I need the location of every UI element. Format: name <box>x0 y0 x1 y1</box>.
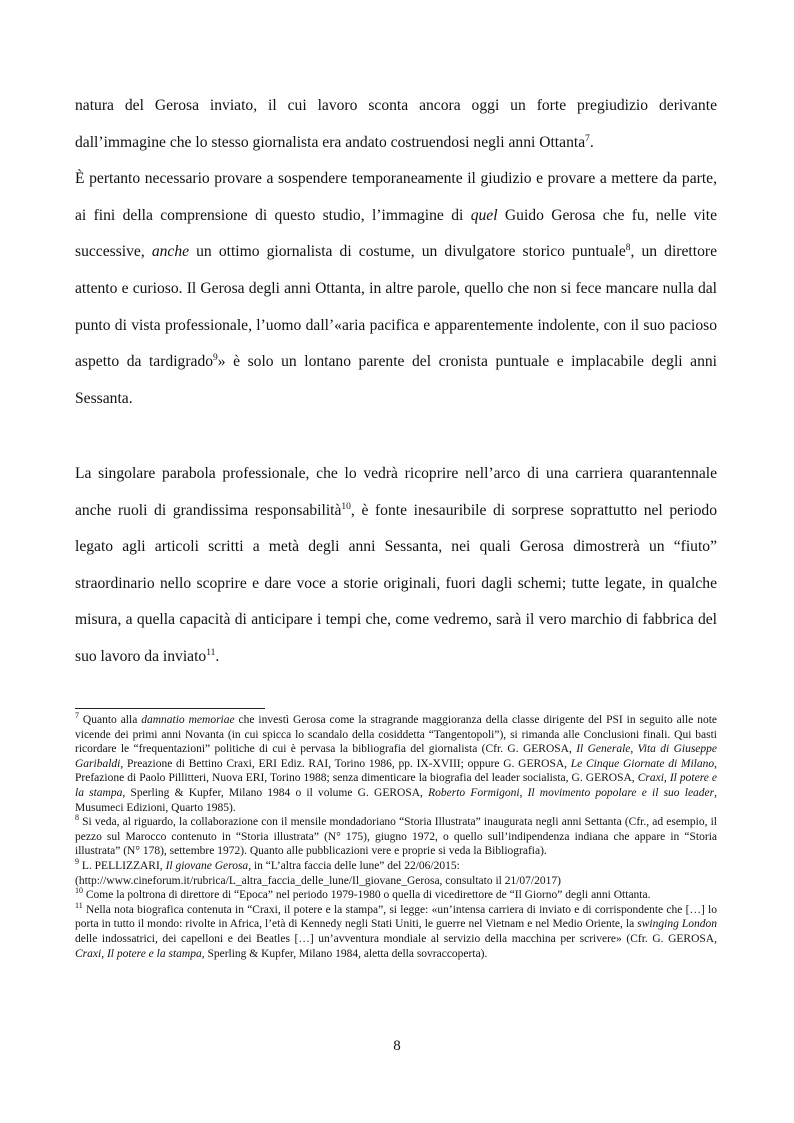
text-run: . <box>589 133 594 151</box>
text-run: che investì Gerosa come la stragrande maggioranza della classe dirigente del PSI in seguito alle note vicende dei primi anni Novanta (in cui spicca lo scandalo della cosiddetta “Tangentopoli”), si rimanda alle Conclusioni finali. Qui basti ricordare le “frequentazioni” politiche di cui è pervasa la bibliografia del giornalista (Cfr. G. GEROSA, <box>75 714 718 756</box>
italic-text: Craxi, Il potere e la stampa <box>75 947 202 960</box>
text-run: natura del Gerosa inviato, il cui lavoro sconta ancora oggi un forte pregiudizio derivante dall’immagine che lo stesso giornalista era andato costruendosi negli anni Ottanta <box>75 97 717 151</box>
footnote-ref-7[interactable]: 7 <box>585 133 590 144</box>
italic-text: Il giovane Gerosa <box>165 859 249 872</box>
footnote-ref-9[interactable]: 9 <box>213 352 218 363</box>
italic-text: Roberto Formigoni, Il movimento popolare e il suo leader <box>428 786 715 799</box>
text-run: , è fonte inesauribile di sorprese soprattutto nel periodo legato agli articoli scritti a metà degli anni Sessanta, nei quali Gerosa dimostrerà un “fiuto” straordinario nello scoprire e dare voce a storie originali, fuori dagli schemi; tutte legate, in qualche misura, a quella capacità di anticipare i tempi che, come vedremo, sarà il vero marchio di fabbrica del suo lavoro da inviato <box>75 501 718 665</box>
footnote-ref-11[interactable]: 11 <box>206 647 216 658</box>
paragraph-2 <box>75 161 717 417</box>
body-text <box>75 88 717 417</box>
text-run: Si veda, al riguardo, la collaborazione con il mensile mondadoriano “Storia Illustrata” inaugurata negli anni Settanta (Cfr., ad esempio, il pezzo sul Marocco contenuto in “Storia illustrata” (N° 175), giugno 1972, o quello sull’indipendenza indiana che appare in “Storia illustrata” (N° 178), settembre 1972). Quanto alle pubblicazioni vere e proprie si veda la Bibliografia). <box>75 816 717 858</box>
footnote-ref-8[interactable]: 8 <box>625 243 631 254</box>
text-run: » è solo un lontano parente del cronista puntuale e implacabile degli anni Sessanta. <box>75 353 717 407</box>
footnote-10 <box>75 888 717 903</box>
text-run: Nella nota biografica contenuta in “Craxi, il potere e la stampa”, si legge: «un’intensa carriera di inviato e di corrispondente che […] lo porta in tutto il mondo: rivolte in Africa, l’età di Kennedy negli Stati Uniti, le guerre nel Vietnam e nel Medio Oriente, la <box>75 903 717 931</box>
paragraph-1 <box>75 88 717 161</box>
text-run: È pertanto necessario provare a sospendere temporaneamente il giudizio e provare a mettere da parte, ai fini della comprensione di questo studio, l’immagine di <box>75 170 717 224</box>
text-run: L. PELLIZZARI, <box>79 859 166 872</box>
italic-text: damnatio memoriae <box>141 714 235 726</box>
text-run: , Prefazione di Paolo Pillitteri, Nuova ERI, Torino 1988; senza dimenticare la biografia del leader socialista, G. GEROSA, <box>75 757 717 785</box>
footnote-11 <box>75 900 717 961</box>
text-run: La singolare parabola professionale, che lo vedrà ricoprire nell’arco di una carriera quarantennale anche ruoli di grandissima responsabilità <box>75 465 717 519</box>
body-text-section-2 <box>75 456 717 676</box>
footnote-number: 8 <box>75 813 79 823</box>
italic-text: Craxi, Il potere e la stampa <box>75 772 717 799</box>
footnote-separator <box>75 708 265 709</box>
italic-text: swinging London <box>637 918 717 931</box>
footnote-number: 10 <box>75 886 83 896</box>
footnote-8 <box>75 815 717 859</box>
italic-text: quel <box>470 206 498 224</box>
text-run: , Sperling & Kupfer, Milano 1984, aletta della sovraccoperta). <box>201 947 488 960</box>
text-run: . <box>215 647 220 665</box>
footnote-number: 9 <box>75 857 79 867</box>
footnote-9 <box>75 859 717 888</box>
text-run: Come la poltrona di direttore di “Epoca” nel periodo 1979-1980 o quella di vicedirettore de “Il Giorno” degli anni Ottanta. <box>83 889 651 902</box>
footnotes <box>75 713 717 961</box>
footnote-ref-10[interactable]: 10 <box>341 501 351 512</box>
source-link[interactable]: (http://www.cineforum.it/rubrica/L_altra_faccia_delle_lune/Il_giovane_Gerosa, consultato il 21/07/2017) <box>75 874 561 887</box>
footnote-number: 11 <box>75 900 83 910</box>
italic-text: Il Generale, Vita di Giuseppe Garibaldi <box>75 743 717 770</box>
italic-text: anche <box>151 243 190 261</box>
text-run: , Musumeci Edizioni, Quarto 1985). <box>75 786 717 814</box>
text-run: , in “L’altra faccia delle lune” del 22/06/2015: <box>248 859 460 872</box>
text-run: Guido Gerosa che fu, nelle vite successive, <box>75 206 717 261</box>
italic-text: Le Cinque Giornate di Milano <box>570 757 715 770</box>
text-run: delle indossatrici, dei capelloni e dei Beatles […] un’avventura mondiale al servizio della macchina per scrivere» (Cfr. G. GEROSA, <box>75 932 717 945</box>
text-run: , Preazione di Bettino Craxi, ERI Ediz. RAI, Torino 1986, pp. IX-XVIII; oppure G. GEROSA, <box>120 757 571 770</box>
footnote-number: 7 <box>75 711 79 721</box>
page-number: 8 <box>393 1038 401 1054</box>
text-run: , Sperling & Kupfer, Milano 1984 o il volume G. GEROSA, <box>122 786 429 799</box>
footnote-7 <box>75 713 717 815</box>
text-run: , un direttore attento e curioso. Il Gerosa degli anni Ottanta, in altre parole, quello che non si fece mancare nulla dal punto di vista professionale, l’uomo dall’«aria pacifica e apparentemente indolente, con il suo pacioso aspetto da tardigrado <box>75 243 717 371</box>
paragraph-3 <box>75 456 717 676</box>
text-run: un ottimo giornalista di costume, un divulgatore storico puntuale <box>189 243 626 261</box>
text-run: Quanto alla <box>79 714 142 726</box>
